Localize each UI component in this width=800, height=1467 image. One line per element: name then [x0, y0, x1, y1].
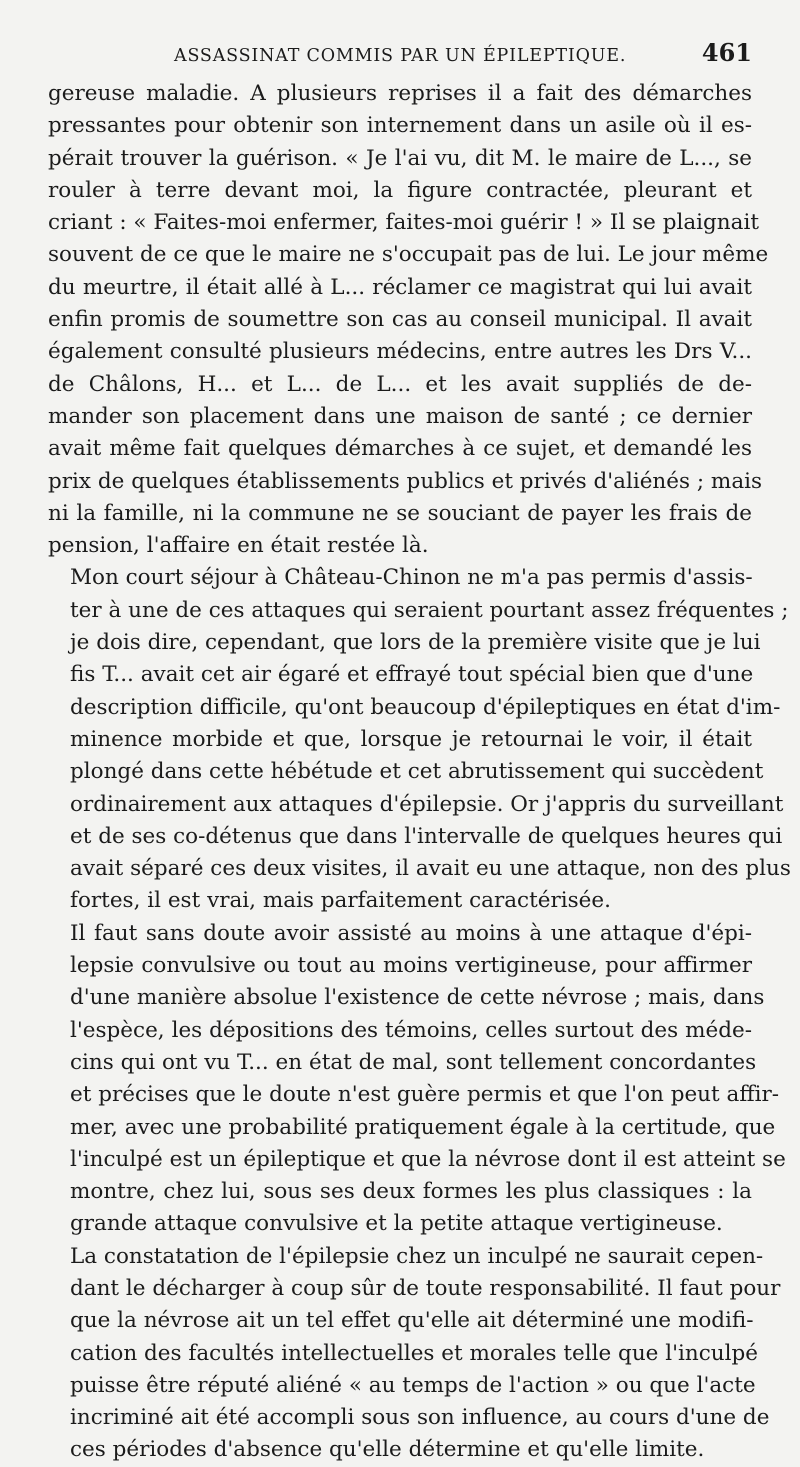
text-line: de Châlons, H... et L... de L... et les avait suppliés de de- — [48, 371, 752, 397]
text-line: également consulté plusieurs médecins, entre autres les Drs V... — [48, 339, 752, 365]
text-line: que la névrose ait un tel effet qu'elle ait déterminé une modifi- — [70, 1308, 754, 1334]
text-line: cins qui ont vu T... en état de mal, sont tellement concordantes — [70, 1049, 757, 1075]
text-line: pérait trouver la guérison. « Je l'ai vu, dit M. le maire de L..., se — [48, 145, 752, 171]
text-line: Mon court séjour à Château-Chinon ne m'a pas permis d'assis- — [70, 565, 753, 591]
text-line: l'inculpé est un épileptique et que la névrose dont il est atteint se — [70, 1146, 786, 1172]
text-line: ordinairement aux attaques d'épilepsie. Or j'appris du surveillant — [70, 791, 784, 817]
text-line: prix de quelques établissements publics et privés d'aliénés ; mais — [48, 468, 763, 494]
text-line: montre, chez lui, sous ses deux formes les plus classiques : la — [70, 1179, 752, 1205]
text-line: lepsie convulsive ou tout au moins vertigineuse, pour affirmer — [70, 953, 752, 979]
running-head: ASSASSINAT COMMIS PAR UN ÉPILEPTIQUE. — [174, 46, 627, 66]
text-line: description difficile, qu'ont beaucoup d'épileptiques en état d'im- — [70, 694, 781, 720]
text-line: grande attaque convulsive et la petite attaque vertigineuse. — [70, 1211, 723, 1237]
page-header — [48, 38, 752, 74]
text-line: mander son placement dans une maison de santé ; ce dernier — [48, 403, 752, 429]
text-line: criant : « Faites-moi enfermer, faites-moi guérir ! » Il se plaignait — [48, 210, 759, 236]
page-body — [48, 78, 791, 1467]
text-line: ter à une de ces attaques qui seraient pourtant assez fréquentes ; — [70, 597, 789, 623]
paragraph — [48, 562, 791, 917]
text-line: Il faut sans doute avoir assisté au moins à une attaque d'épi- — [70, 920, 752, 946]
paragraph — [48, 78, 769, 562]
text-line: souvent de ce que le maire ne s'occupait pas de lui. Le jour même — [48, 242, 769, 268]
text-line: avait même fait quelques démarches à ce sujet, et demandé les — [48, 436, 752, 462]
text-line: d'une manière absolue l'existence de cette névrose ; mais, dans — [70, 985, 765, 1011]
text-line: ces périodes d'absence qu'elle détermine et qu'elle limite. — [70, 1437, 705, 1463]
text-line: mer, avec une probabilité pratiquement égale à la certitude, que — [70, 1114, 776, 1140]
text-line: avait séparé ces deux visites, il avait eu une attaque, non des plus — [70, 856, 791, 882]
paragraph — [48, 1241, 781, 1467]
text-line: ni la famille, ni la commune ne se souciant de payer les frais de — [48, 500, 752, 526]
text-line: La constatation de l'épilepsie chez un inculpé ne saurait cepen- — [70, 1243, 764, 1269]
text-line: pressantes pour obtenir son internement dans un asile où il es- — [48, 113, 752, 139]
text-line: gereuse maladie. A plusieurs reprises il a fait des démarches — [48, 81, 752, 106]
text-line: du meurtre, il était allé à L... réclamer ce magistrat qui lui avait — [48, 274, 752, 300]
paragraph — [48, 918, 786, 1241]
text-line: rouler à terre devant moi, la figure contractée, pleurant et — [48, 177, 752, 203]
text-line: et précises que le doute n'est guère permis et que l'on peut affir- — [70, 1082, 780, 1108]
text-line: incriminé ait été accompli sous son influence, au cours d'une de — [70, 1405, 770, 1431]
text-line: enfin promis de soumettre son cas au conseil municipal. Il avait — [48, 307, 752, 333]
text-line: minence morbide et que, lorsque je retournai le voir, il était — [70, 726, 752, 752]
text-line: et de ses co-détenus que dans l'intervalle de quelques heures qui — [70, 823, 783, 849]
text-line: dant le décharger à coup sûr de toute responsabilité. Il faut pour — [70, 1275, 781, 1301]
text-line: je dois dire, cependant, que lors de la première visite que je lui — [70, 630, 761, 656]
text-line: cation des facultés intellectuelles et morales telle que l'inculpé — [70, 1340, 758, 1366]
text-line: pension, l'affaire en était restée là. — [48, 533, 429, 559]
text-line: l'espèce, les dépositions des témoins, celles surtout des méde- — [70, 1017, 752, 1043]
text-line: puisse être réputé aliéné « au temps de l'action » ou que l'acte — [70, 1372, 756, 1398]
text-line: plongé dans cette hébétude et cet abrutissement qui succèdent — [70, 759, 764, 785]
text-line: fortes, il est vrai, mais parfaitement caractérisée. — [70, 888, 611, 914]
text-line: fis T... avait cet air égaré et effrayé tout spécial bien que d'une — [70, 662, 754, 688]
page-number: 461 — [701, 38, 752, 67]
